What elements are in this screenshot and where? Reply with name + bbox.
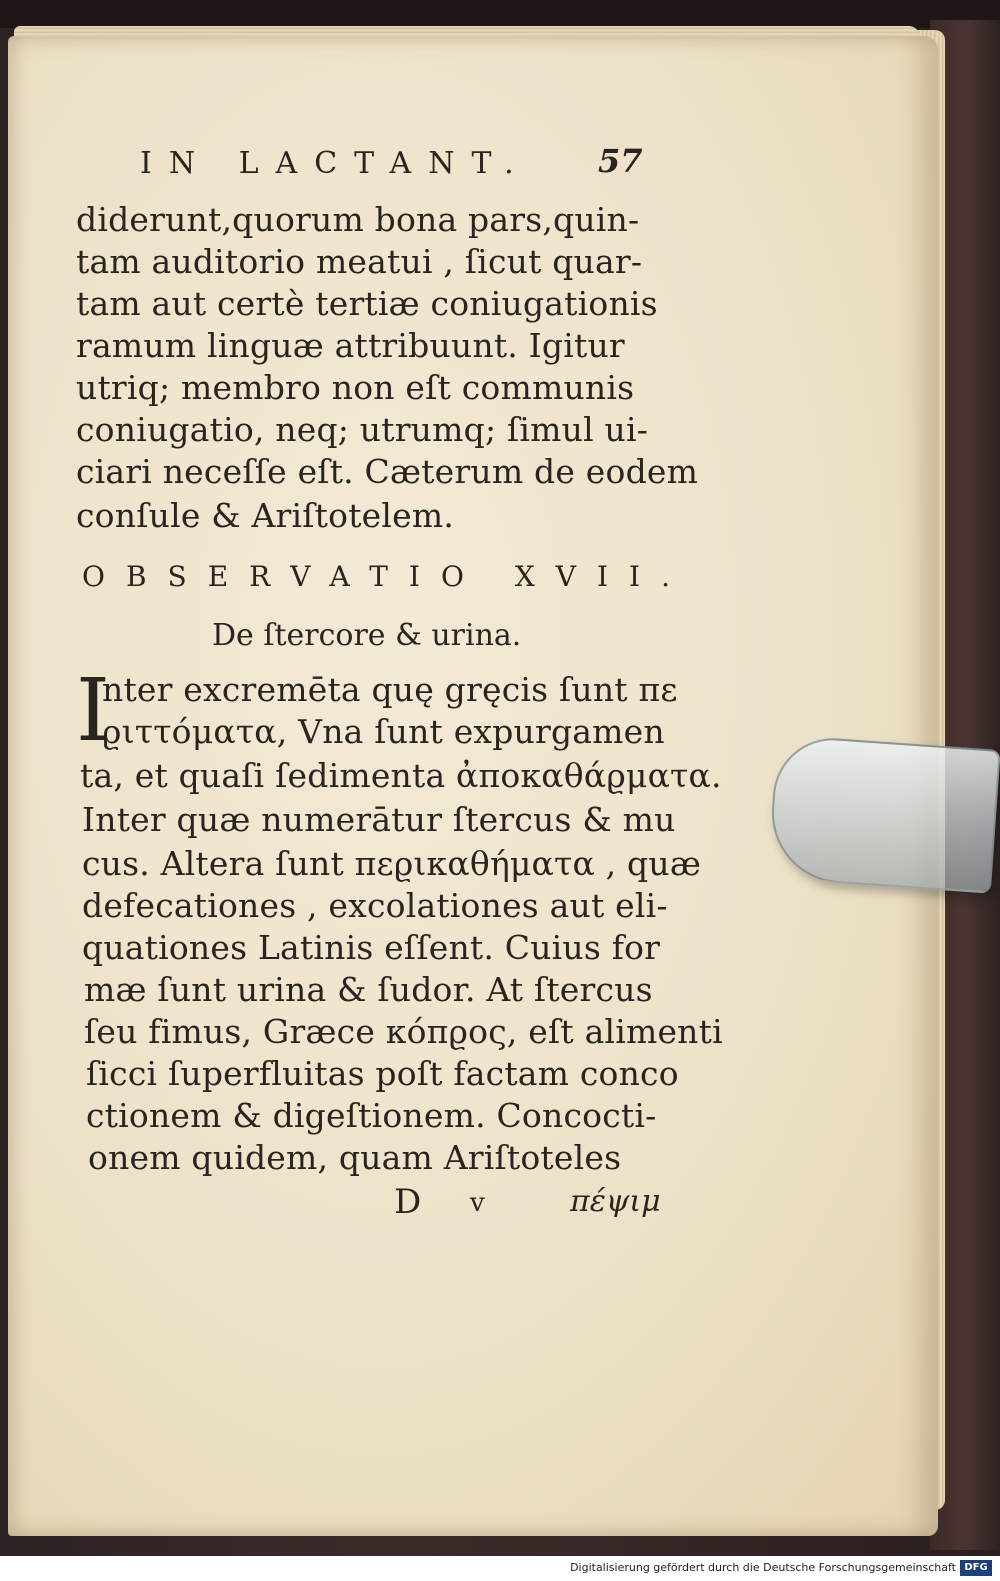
text-line: mæ ſunt urina & ſudor. At ſtercus — [84, 970, 653, 1009]
text-line: cus. Altera ſunt πεϱικαθήματα , quæ — [82, 844, 702, 883]
text-line: diderunt,quorum bona pars,quin- — [76, 200, 640, 239]
page-weight-clip — [767, 734, 1000, 893]
text-line: defecationes , excolationes aut eli- — [82, 886, 668, 925]
drop-cap: I — [76, 661, 110, 761]
text-line: onem quidem, quam Ariſtoteles — [88, 1138, 622, 1177]
signature-mark: D — [394, 1182, 422, 1222]
text-line: quationes Latinis eſſent. Cuius for — [82, 928, 661, 967]
subheading: De ſtercore & urina. — [212, 618, 522, 653]
scan-top-border — [0, 0, 1000, 28]
text-line: tam auditorio meatui , ſicut quar- — [76, 242, 643, 281]
page-number: 57 — [598, 142, 643, 180]
text-line: nter excremēta quę gręcis ſunt πε — [102, 670, 678, 709]
observation-heading: OBSERVATIO XVII. — [82, 560, 692, 593]
text-line: ſicci ſuperfluitas poſt factam conco — [86, 1054, 679, 1093]
text-line: coniugatio, neq; utrumq; ſimul ui- — [76, 410, 649, 449]
footer-credit: Digitalisierung gefördert durch die Deutsche Forschungsgemeinschaft — [570, 1561, 956, 1574]
text-line: ramum linguæ attribuunt. Igitur — [76, 326, 625, 365]
text-line: utriq; membro non eſt communis — [76, 368, 635, 407]
text-line: ctionem & digeſtionem. Concocti- — [86, 1096, 657, 1135]
dfg-logo: DFG — [960, 1560, 992, 1576]
text-line: ta, et quaſi ſedimenta ἀποκαθάϱματα. — [80, 756, 722, 795]
text-line: conſule & Ariſtotelem. — [76, 496, 455, 535]
catchword: πέψιμ — [570, 1184, 661, 1219]
running-head: IN LACTANT. — [140, 146, 531, 181]
text-line: tam aut certè tertiæ coniugationis — [76, 284, 658, 323]
text-line: ciari neceſſe eſt. Cæterum de eodem — [76, 452, 699, 491]
text-line: ſeu fimus, Græce κόπϱος, eſt alimenti — [84, 1012, 723, 1051]
signature-number: v — [470, 1188, 485, 1218]
text-line: ϱιττόματα, Vna ſunt expurgamen — [102, 712, 665, 751]
text-line: Inter quæ numerātur ſtercus & mu — [82, 800, 676, 839]
